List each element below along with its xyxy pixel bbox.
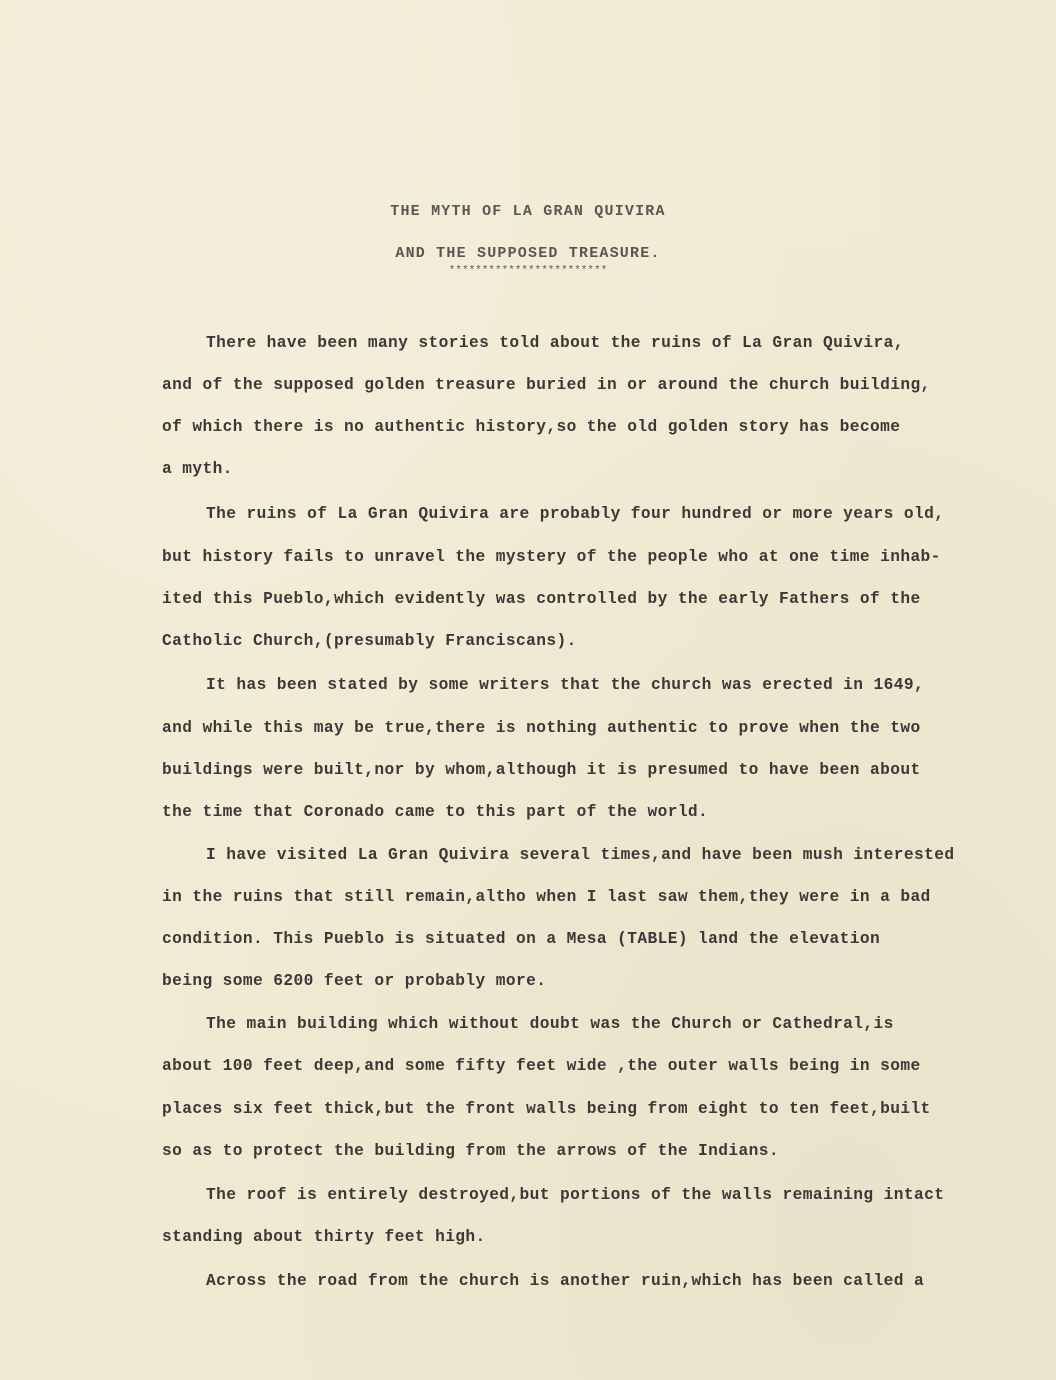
title-separator: ************************ [448, 265, 608, 277]
text-line: ited this Pueblo,which evidently was controlled by the early Fathers of the [162, 590, 921, 608]
text-line: being some 6200 feet or probably more. [162, 972, 547, 990]
text-line: the time that Coronado came to this part of the world. [162, 803, 709, 821]
text-line: but history fails to unravel the mystery of the people who at one time inhab- [162, 548, 941, 566]
text-line: Across the road from the church is another ruin,which has been called a [206, 1272, 925, 1290]
text-line: in the ruins that still remain,altho when I last saw them,they were in a bad [162, 888, 931, 906]
text-line: The main building which without doubt was the Church or Cathedral,is [206, 1015, 894, 1033]
document-subtitle: AND THE SUPPOSED TREASURE. [395, 245, 661, 262]
text-line: places six feet thick,but the front walls being from eight to ten feet,built [162, 1100, 931, 1118]
text-line: The roof is entirely destroyed,but portions of the walls remaining intact [206, 1186, 945, 1204]
text-line: buildings were built,nor by whom,although it is presumed to have been about [162, 761, 921, 779]
text-line: There have been many stories told about the ruins of La Gran Quivira, [206, 334, 904, 352]
text-line: standing about thirty feet high. [162, 1228, 486, 1246]
text-line: so as to protect the building from the arrows of the Indians. [162, 1142, 779, 1160]
text-line: and of the supposed golden treasure buried in or around the church building, [162, 376, 931, 394]
text-line: of which there is no authentic history,so the old golden story has become [162, 418, 901, 436]
text-line: I have visited La Gran Quivira several times,and have been mush interested [206, 846, 955, 864]
text-line: Catholic Church,(presumably Franciscans). [162, 632, 577, 650]
text-line: a myth. [162, 460, 233, 478]
text-line: It has been stated by some writers that the church was erected in 1649, [206, 676, 925, 694]
text-line: condition. This Pueblo is situated on a Mesa (TABLE) land the elevation [162, 930, 881, 948]
text-line: about 100 feet deep,and some fifty feet wide ,the outer walls being in some [162, 1057, 921, 1075]
text-line: The ruins of La Gran Quivira are probably four hundred or more years old, [206, 505, 945, 523]
text-line: and while this may be true,there is nothing authentic to prove when the two [162, 719, 921, 737]
document-title: THE MYTH OF LA GRAN QUIVIRA [390, 203, 666, 220]
